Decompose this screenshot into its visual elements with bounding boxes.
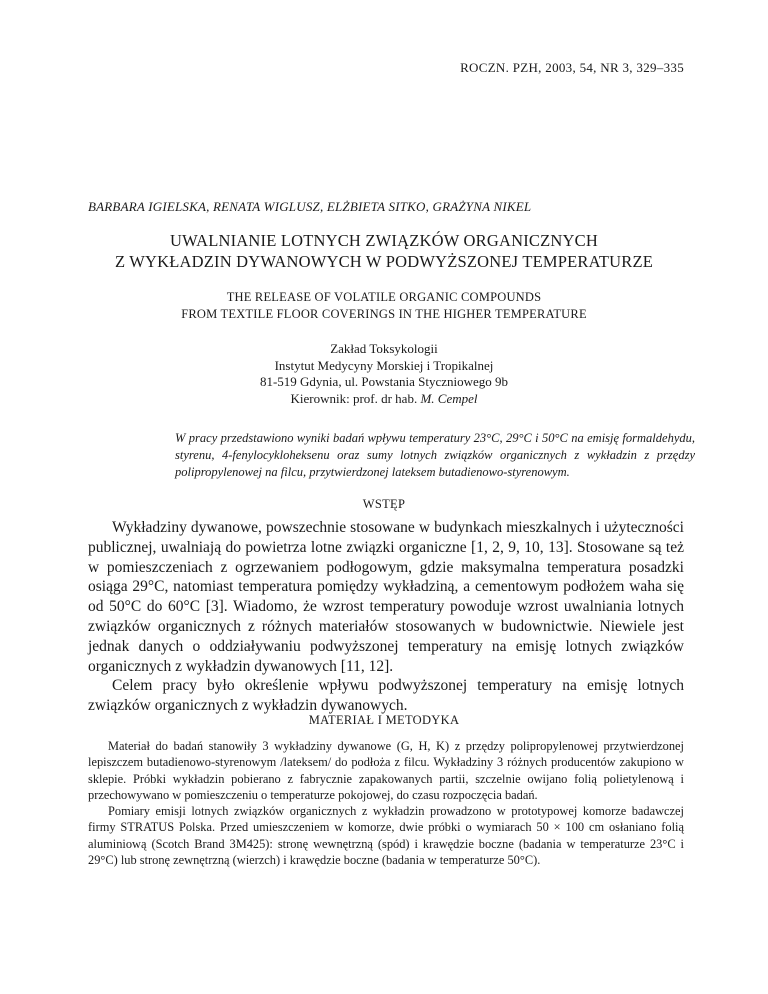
running-head: ROCZN. PZH, 2003, 54, NR 3, 329–335	[460, 60, 684, 75]
section-heading-intro: WSTĘP	[362, 497, 406, 511]
title-english-line-1: THE RELEASE OF VOLATILE ORGANIC COMPOUNDS	[226, 290, 542, 304]
affiliation-head	[60, 391, 708, 408]
affiliation	[60, 341, 708, 407]
methods-paragraph-2: Pomiary emisji lotnych związków organicznych z wykładzin prowadzono w prototypowej komorze badawczej firmy STRATUS Polska. Przed umieszczeniem w komorze, dwie próbki o wymiarach 50 × 100 cm osłaniano folią aluminiową (Scotch Brand 3M425): stronę wewnętrzną (spód) i krawędzie boczne (badania w temperaturze 23°C i 29°C) lub stronę zewnętrzną (wierzch) i krawędzie boczne (badania w temperaturze 50°C).	[88, 804, 684, 868]
intro-body	[88, 518, 684, 716]
affiliation-institute: Instytut Medycyny Morskiej i Tropikalnej	[274, 357, 494, 373]
title-english-line-2: FROM TEXTILE FLOOR COVERINGS IN THE HIGHER TEMPERATURE	[181, 307, 587, 321]
methods-body	[88, 738, 684, 868]
intro-paragraph-1: Wykładziny dywanowe, powszechnie stosowane w budynkach mieszkalnych i użyteczności publicznej, uwalniają do powietrza lotne związki organiczne [1, 2, 9, 10, 13]. Stosowane są też w pomieszczeniach z ogrzewaniem podłogowym, gdzie maksymalna temperatura posadzki osiąga 29°C, natomiast temperatura pomiędzy wykładziną, a cementowym podłożem waha się od 50°C do 60°C [3]. Wiadomo, że wzrost temperatury powoduje wzrost uwalniania lotnych związków organicznych z różnych materiałów stosowanych w budownictwie. Niewiele jest jednak danych o oddziaływaniu podwyższonej temperatury na emisję lotnych związków organicznych z wykładzin dywanowych [11, 12].	[88, 519, 684, 675]
section-heading-methods: MATERIAŁ I METODYKA	[308, 713, 460, 727]
title-polish	[60, 230, 708, 272]
title-english	[60, 289, 708, 323]
affiliation-address: 81-519 Gdynia, ul. Powstania Styczniowego 9b	[259, 374, 509, 389]
methods-paragraph-1: Materiał do badań stanowiły 3 wykładziny dywanowe (G, H, K) z przędzy polipropylenowej przytwierdzonej lepiszczem butadienowo-styrenowym /lateksem/ do podłoża z filcu. Wykładziny 3 różnych producentów zakupiono w sklepie. Próbki wykładzin pobierano z fabrycznie zapakowanych partii, szczelnie owijano folią polietylenową i przechowywano w pomieszczeniu o temperaturze pokojowej, do czasu rozpoczęcia badań.	[88, 739, 684, 802]
affiliation-department: Zakład Toksykologii	[330, 341, 438, 356]
intro-paragraph-2: Celem pracy było określenie wpływu podwyższonej temperatury na emisję lotnych związków organicznych z wykładzin dywanowych.	[88, 677, 684, 715]
authors: BARBARA IGIELSKA, RENATA WIGLUSZ, ELŻBIETA SITKO, GRAŻYNA NIKEL	[88, 199, 532, 214]
title-polish-line-2: Z WYKŁADZIN DYWANOWYCH W PODWYŻSZONEJ TEMPERATURZE	[114, 252, 654, 271]
abstract: W pracy przedstawiono wyniki badań wpływu temperatury 23°C, 29°C i 50°C na emisję formaldehydu, styrenu, 4-fenylocykloheksenu oraz sumy lotnych związków organicznych z wykładzin z przędzy polipropylenowej na filcu, przytwierdzonej lateksem butadienowo-styrenowym.	[175, 431, 695, 479]
affiliation-head-name: M. Cempel	[420, 390, 478, 406]
affiliation-head-prefix: Kierownik: prof. dr hab.	[290, 390, 418, 406]
title-polish-line-1: UWALNIANIE LOTNYCH ZWIĄZKÓW ORGANICZNYCH	[170, 231, 598, 250]
